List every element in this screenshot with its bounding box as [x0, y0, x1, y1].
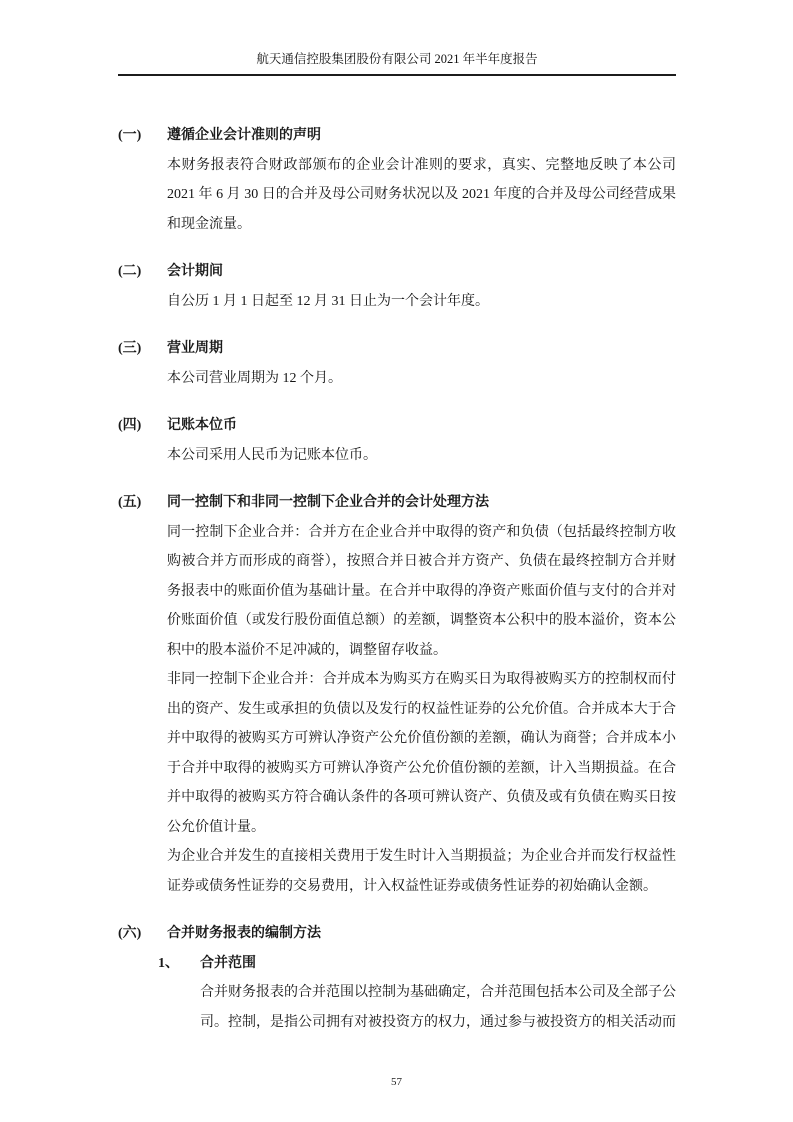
section-body [167, 287, 676, 317]
section-body [167, 518, 676, 902]
paragraph: 本公司采用人民币为记账本位币。 [167, 447, 377, 463]
section-heading [118, 334, 676, 364]
subsection-heading [158, 949, 676, 979]
section-heading [118, 257, 676, 287]
section-number: (六) [118, 926, 142, 941]
section-number: (五) [118, 495, 142, 510]
section-title: 营业周期 [167, 341, 223, 356]
section-body [167, 151, 676, 240]
section-title: 会计期间 [167, 264, 223, 279]
section-number: (四) [118, 418, 142, 433]
page-header [118, 50, 676, 76]
section-body [167, 364, 676, 394]
section-accounting-standards-statement [118, 121, 676, 239]
paragraph: 同一控制下企业合并：合并方在企业合并中取得的资产和负债（包括最终控制方收购被合并方而形成的商誉），按照合并日被合并方资产、负债在最终控制方合并财务报表中的账面价值为基础计量。在合并中取得的净资产账面价值与支付的合并对价账面价值（或发行股份面值总额）的差额，调整资本公积中的股本溢价，资本公积中的股本溢价不足冲减的，调整留存收益。 [167, 524, 676, 658]
section-functional-currency [118, 411, 676, 470]
paragraph: 为企业合并发生的直接相关费用于发生时计入当期损益；为企业合并而发行权益性证券或债务性证券的交易费用，计入权益性证券或债务性证券的初始确认金额。 [167, 849, 676, 894]
section-title: 记账本位币 [167, 418, 237, 433]
subsection-title: 合并范围 [200, 955, 256, 971]
paragraph: 本公司营业周期为 12 个月。 [167, 370, 342, 386]
section-heading [118, 411, 676, 441]
subsection-consolidation-scope [158, 949, 676, 1038]
page-content [118, 121, 676, 1037]
paragraph: 合并财务报表的合并范围以控制为基础确定，合并范围包括本公司及全部子公司。控制，是指公司拥有对被投资方的权力，通过参与被投资方的相关活动而 [200, 985, 676, 1030]
section-title: 同一控制下和非同一控制下企业合并的会计处理方法 [167, 495, 489, 510]
page-footer [0, 1076, 793, 1088]
section-number: (一) [118, 128, 142, 143]
header-title: 航天通信控股集团股份有限公司 2021 年半年度报告 [256, 52, 538, 66]
paragraph: 自公历 1 月 1 日起至 12 月 31 日止为一个会计年度。 [167, 293, 489, 309]
section-number: (二) [118, 264, 142, 279]
section-title: 合并财务报表的编制方法 [167, 926, 321, 941]
section-heading [118, 488, 676, 518]
section-heading [118, 919, 676, 949]
section-business-combination-methods [118, 488, 676, 901]
section-title: 遵循企业会计准则的声明 [167, 128, 321, 143]
section-number: (三) [118, 341, 142, 356]
page-number: 57 [391, 1076, 402, 1088]
subsection-body [200, 978, 676, 1037]
subsection-number: 1、 [158, 955, 179, 971]
paragraph: 非同一控制下企业合并：合并成本为购买方在购买日为取得被购买方的控制权而付出的资产、发生或承担的负债以及发行的权益性证券的公允价值。合并成本大于合并中取得的被购买方可辨认净资产公允价值份额的差额，确认为商誉；合并成本小于合并中取得的被购买方可辨认净资产公允价值份额的差额，计入当期损益。在合并中取得的被购买方符合确认条件的各项可辨认资产、负债及或有负债在购买日按公允价值计量。 [167, 672, 676, 835]
section-consolidated-statements-method [118, 919, 676, 1037]
section-body [167, 441, 676, 471]
section-heading [118, 121, 676, 151]
section-operating-cycle [118, 334, 676, 393]
paragraph: 本财务报表符合财政部颁布的企业会计准则的要求，真实、完整地反映了本公司 2021 年 6 月 30 日的合并及母公司财务状况以及 2021 年度的合并及母公司经营成果和现金流量。 [167, 157, 676, 232]
section-accounting-period [118, 257, 676, 316]
